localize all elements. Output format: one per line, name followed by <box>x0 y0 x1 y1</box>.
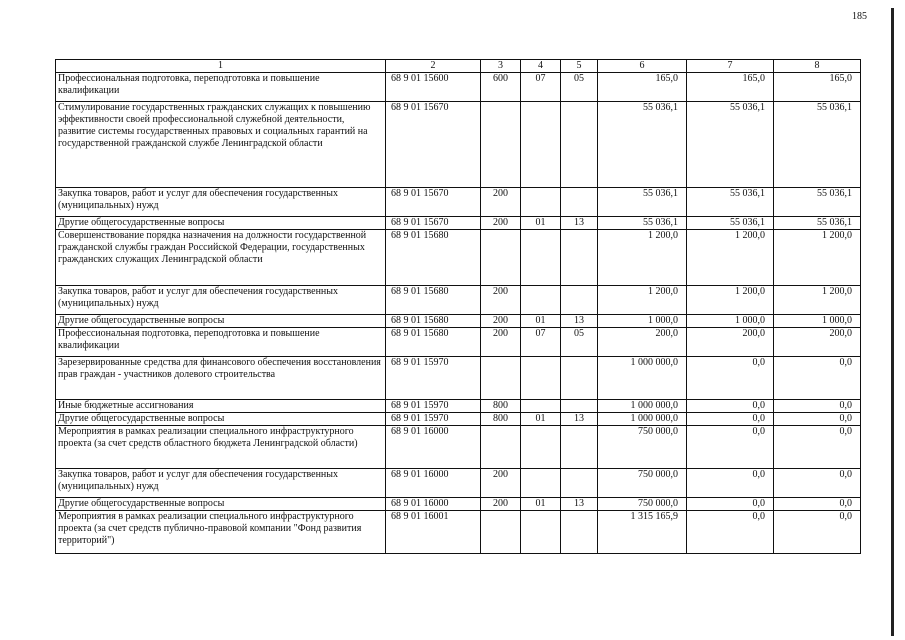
section: 07 <box>521 328 561 357</box>
row-name: Зарезервированные средства для финансового обеспечения восстановления прав граждан - участников долевого строительства <box>56 357 386 400</box>
subsection: 05 <box>561 73 598 102</box>
amount-col7: 1 200,0 <box>687 230 774 286</box>
column-header: 8 <box>774 60 861 73</box>
amount-col8: 55 036,1 <box>774 217 861 230</box>
amount-col7: 55 036,1 <box>687 102 774 188</box>
amount-col6: 750 000,0 <box>598 469 687 498</box>
subsection: 13 <box>561 413 598 426</box>
subsection <box>561 230 598 286</box>
section <box>521 469 561 498</box>
amount-col7: 200,0 <box>687 328 774 357</box>
amount-col8: 1 000,0 <box>774 315 861 328</box>
target-code: 68 9 01 15680 <box>386 230 481 286</box>
amount-col7: 1 200,0 <box>687 286 774 315</box>
table-row <box>56 498 861 511</box>
amount-col7: 0,0 <box>687 426 774 469</box>
amount-col7: 0,0 <box>687 400 774 413</box>
target-code: 68 9 01 16000 <box>386 469 481 498</box>
amount-col8: 0,0 <box>774 426 861 469</box>
expense-type: 800 <box>481 413 521 426</box>
page-number: 185 <box>852 11 867 22</box>
section <box>521 357 561 400</box>
column-header: 2 <box>386 60 481 73</box>
page-edge-line <box>891 8 894 636</box>
row-name: Закупка товаров, работ и услуг для обеспечения государственных (муниципальных) нужд <box>56 469 386 498</box>
amount-col6: 1 200,0 <box>598 230 687 286</box>
amount-col6: 1 000 000,0 <box>598 357 687 400</box>
table-row <box>56 188 861 217</box>
amount-col8: 1 200,0 <box>774 230 861 286</box>
amount-col7: 55 036,1 <box>687 217 774 230</box>
row-name: Мероприятия в рамках реализации специального инфраструктурного проекта (за счет средств областного бюджета Ленинградской области) <box>56 426 386 469</box>
subsection <box>561 469 598 498</box>
subsection <box>561 188 598 217</box>
section <box>521 511 561 554</box>
amount-col7: 0,0 <box>687 357 774 400</box>
row-name: Другие общегосударственные вопросы <box>56 413 386 426</box>
expense-type: 200 <box>481 217 521 230</box>
amount-col7: 165,0 <box>687 73 774 102</box>
amount-col8: 55 036,1 <box>774 102 861 188</box>
target-code: 68 9 01 15970 <box>386 413 481 426</box>
amount-col7: 55 036,1 <box>687 188 774 217</box>
section <box>521 188 561 217</box>
amount-col6: 1 200,0 <box>598 286 687 315</box>
column-header: 6 <box>598 60 687 73</box>
row-name: Профессиональная подготовка, переподготовка и повышение квалификации <box>56 328 386 357</box>
row-name: Другие общегосударственные вопросы <box>56 315 386 328</box>
column-header: 3 <box>481 60 521 73</box>
amount-col6: 200,0 <box>598 328 687 357</box>
expense-type: 200 <box>481 286 521 315</box>
amount-col7: 0,0 <box>687 413 774 426</box>
amount-col6: 1 000 000,0 <box>598 413 687 426</box>
subsection <box>561 400 598 413</box>
subsection <box>561 426 598 469</box>
expense-type <box>481 426 521 469</box>
table-row <box>56 426 861 469</box>
subsection <box>561 511 598 554</box>
column-header: 4 <box>521 60 561 73</box>
amount-col8: 0,0 <box>774 469 861 498</box>
section <box>521 286 561 315</box>
expense-type <box>481 511 521 554</box>
table-row <box>56 357 861 400</box>
row-name: Профессиональная подготовка, переподготовка и повышение квалификации <box>56 73 386 102</box>
table-row <box>56 511 861 554</box>
budget-table <box>55 59 861 554</box>
amount-col8: 55 036,1 <box>774 188 861 217</box>
table-row <box>56 469 861 498</box>
expense-type <box>481 230 521 286</box>
amount-col8: 165,0 <box>774 73 861 102</box>
expense-type: 200 <box>481 469 521 498</box>
row-name: Другие общегосударственные вопросы <box>56 217 386 230</box>
subsection: 13 <box>561 315 598 328</box>
row-name: Закупка товаров, работ и услуг для обеспечения государственных (муниципальных) нужд <box>56 188 386 217</box>
table-row <box>56 73 861 102</box>
section <box>521 230 561 286</box>
amount-col7: 1 000,0 <box>687 315 774 328</box>
table-row <box>56 400 861 413</box>
target-code: 68 9 01 15970 <box>386 400 481 413</box>
section: 01 <box>521 498 561 511</box>
amount-col6: 165,0 <box>598 73 687 102</box>
row-name: Мероприятия в рамках реализации специального инфраструктурного проекта (за счет средств публично-правовой компании "Фонд развития территорий") <box>56 511 386 554</box>
column-header: 1 <box>56 60 386 73</box>
row-name: Другие общегосударственные вопросы <box>56 498 386 511</box>
amount-col8: 0,0 <box>774 357 861 400</box>
amount-col6: 55 036,1 <box>598 102 687 188</box>
amount-col8: 0,0 <box>774 400 861 413</box>
target-code: 68 9 01 15680 <box>386 328 481 357</box>
target-code: 68 9 01 15670 <box>386 188 481 217</box>
target-code: 68 9 01 15970 <box>386 357 481 400</box>
column-header: 5 <box>561 60 598 73</box>
amount-col7: 0,0 <box>687 498 774 511</box>
amount-col6: 1 315 165,9 <box>598 511 687 554</box>
expense-type <box>481 357 521 400</box>
table-row <box>56 217 861 230</box>
header-row <box>56 60 861 73</box>
table-row <box>56 413 861 426</box>
section <box>521 400 561 413</box>
target-code: 68 9 01 16001 <box>386 511 481 554</box>
expense-type: 600 <box>481 73 521 102</box>
expense-type: 200 <box>481 498 521 511</box>
expense-type: 200 <box>481 328 521 357</box>
amount-col6: 750 000,0 <box>598 498 687 511</box>
target-code: 68 9 01 15670 <box>386 217 481 230</box>
row-name: Закупка товаров, работ и услуг для обеспечения государственных (муниципальных) нужд <box>56 286 386 315</box>
amount-col6: 750 000,0 <box>598 426 687 469</box>
subsection <box>561 102 598 188</box>
subsection <box>561 357 598 400</box>
subsection: 13 <box>561 498 598 511</box>
amount-col6: 55 036,1 <box>598 217 687 230</box>
section <box>521 102 561 188</box>
subsection <box>561 286 598 315</box>
amount-col8: 0,0 <box>774 413 861 426</box>
expense-type <box>481 102 521 188</box>
amount-col7: 0,0 <box>687 469 774 498</box>
expense-type: 800 <box>481 400 521 413</box>
amount-col8: 0,0 <box>774 498 861 511</box>
target-code: 68 9 01 15600 <box>386 73 481 102</box>
target-code: 68 9 01 16000 <box>386 426 481 469</box>
section <box>521 426 561 469</box>
table-row <box>56 286 861 315</box>
row-name: Совершенствование порядка назначения на должности государственной гражданской службы граждан Российской Федерации, государственных гражданских служащих Ленинградской области <box>56 230 386 286</box>
amount-col7: 0,0 <box>687 511 774 554</box>
table-row <box>56 102 861 188</box>
target-code: 68 9 01 16000 <box>386 498 481 511</box>
section: 01 <box>521 315 561 328</box>
table-row <box>56 315 861 328</box>
amount-col8: 0,0 <box>774 511 861 554</box>
target-code: 68 9 01 15680 <box>386 286 481 315</box>
section: 01 <box>521 217 561 230</box>
amount-col6: 1 000,0 <box>598 315 687 328</box>
expense-type: 200 <box>481 315 521 328</box>
subsection: 05 <box>561 328 598 357</box>
amount-col8: 1 200,0 <box>774 286 861 315</box>
target-code: 68 9 01 15680 <box>386 315 481 328</box>
amount-col6: 55 036,1 <box>598 188 687 217</box>
subsection: 13 <box>561 217 598 230</box>
row-name: Иные бюджетные ассигнования <box>56 400 386 413</box>
target-code: 68 9 01 15670 <box>386 102 481 188</box>
amount-col6: 1 000 000,0 <box>598 400 687 413</box>
section: 01 <box>521 413 561 426</box>
table-row <box>56 230 861 286</box>
expense-type: 200 <box>481 188 521 217</box>
table-row <box>56 328 861 357</box>
section: 07 <box>521 73 561 102</box>
row-name: Стимулирование государственных гражданских служащих к повышению эффективности своей профессиональной служебной деятельности, развитие системы государственных правовых и социальных гарантий на государственной гражданской службе Ленинградской области <box>56 102 386 188</box>
column-header: 7 <box>687 60 774 73</box>
amount-col8: 200,0 <box>774 328 861 357</box>
